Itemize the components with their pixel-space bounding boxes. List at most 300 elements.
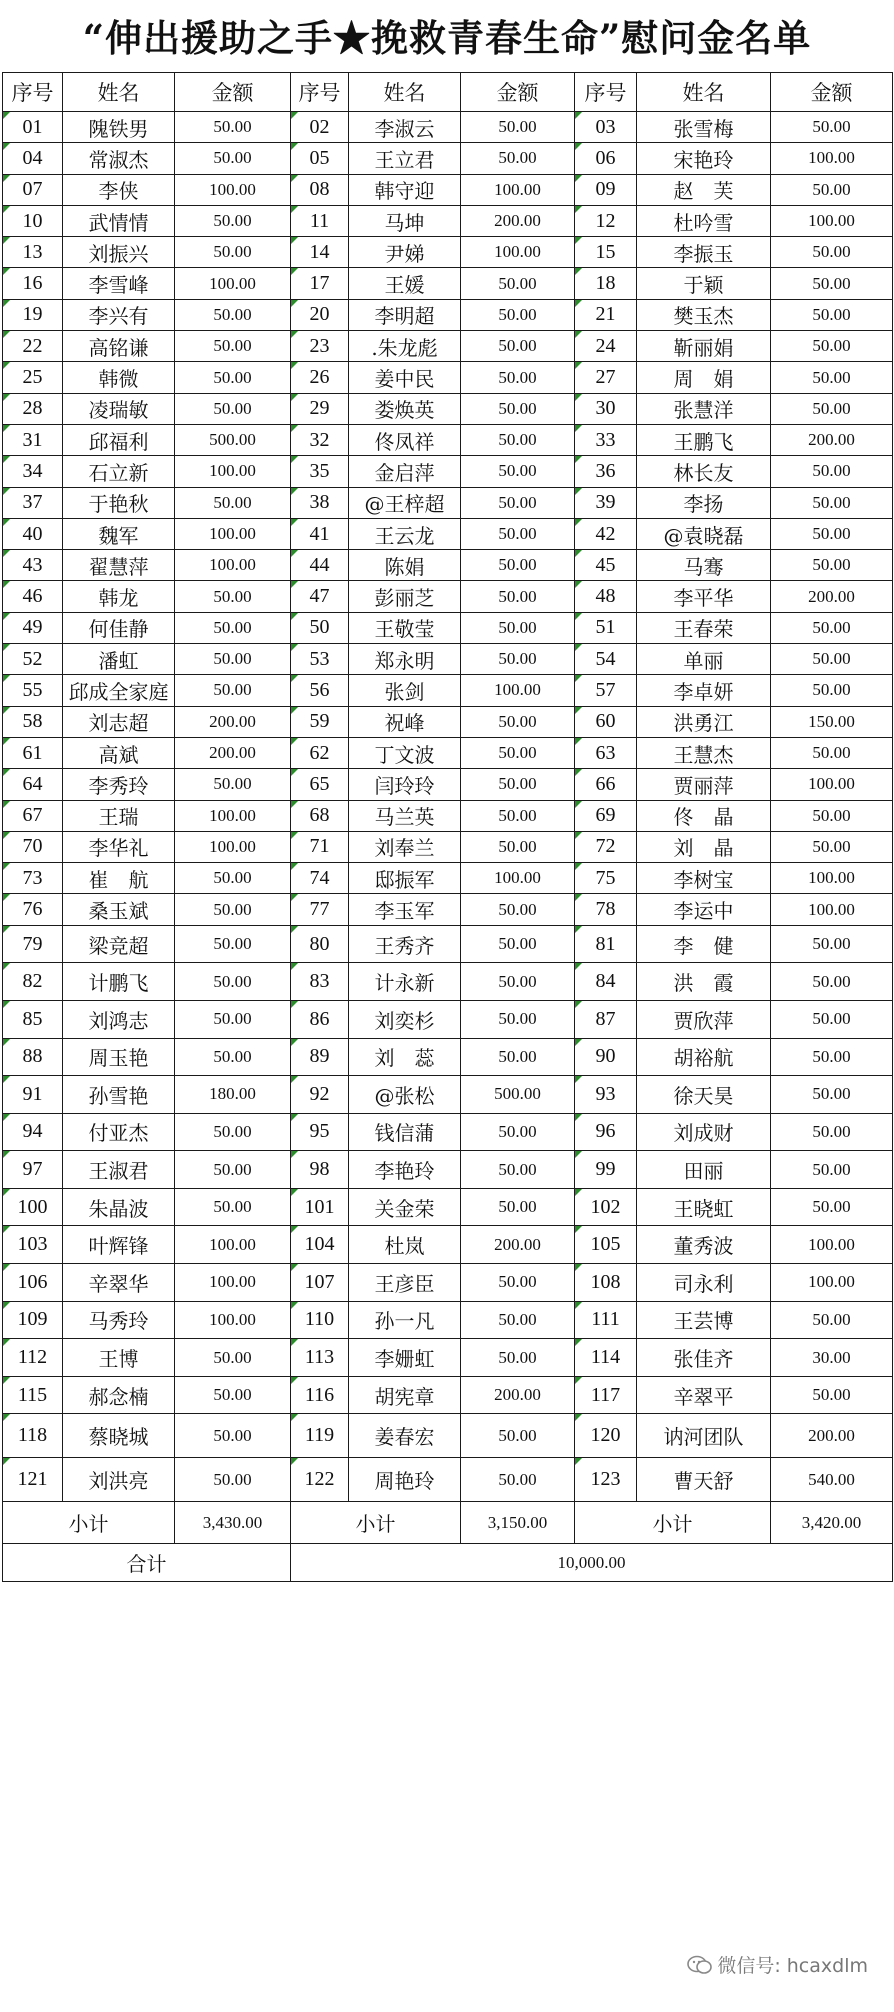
donation-amount: 50.00: [175, 963, 291, 1001]
row-index: 123: [575, 1458, 637, 1502]
donation-amount: 200.00: [461, 1376, 575, 1414]
row-index: 07: [3, 174, 63, 205]
subtotal-value: 3,420.00: [771, 1502, 893, 1544]
row-index: 47: [291, 581, 349, 612]
row-index: 80: [291, 925, 349, 963]
donor-name: 王淑君: [63, 1151, 175, 1189]
donor-name: 孙雪艳: [63, 1076, 175, 1114]
row-index: 34: [3, 456, 63, 487]
donor-name: 尹娣: [349, 237, 461, 268]
donor-name: @王梓超: [349, 487, 461, 518]
header-index: 序号: [3, 73, 63, 112]
donor-name: .朱龙彪: [349, 331, 461, 362]
donor-name: 常淑杰: [63, 143, 175, 174]
donor-name: 杜岚: [349, 1226, 461, 1264]
table-row: [3, 1076, 893, 1114]
donor-name: 高铭谦: [63, 331, 175, 362]
donation-amount: 50.00: [461, 550, 575, 581]
donation-amount: 50.00: [771, 612, 893, 643]
row-index: 67: [3, 800, 63, 831]
donation-amount: 50.00: [461, 1458, 575, 1502]
donor-name: 邱成全家庭: [63, 675, 175, 706]
row-index: 35: [291, 456, 349, 487]
donor-name: 张佳齐: [637, 1339, 771, 1377]
donor-name: 洪 霞: [637, 963, 771, 1001]
table-row: [3, 1339, 893, 1377]
donor-name: 王敬莹: [349, 612, 461, 643]
donor-name: 郑永明: [349, 644, 461, 675]
donor-name: 高斌: [63, 737, 175, 768]
donation-amount: 50.00: [771, 237, 893, 268]
table-row: [3, 963, 893, 1001]
header-amount: 金额: [771, 73, 893, 112]
header-name: 姓名: [63, 73, 175, 112]
donation-amount: 50.00: [771, 299, 893, 330]
donation-amount: 50.00: [771, 925, 893, 963]
donor-name: 娄焕英: [349, 393, 461, 424]
donor-name: 周艳玲: [349, 1458, 461, 1502]
donation-amount: 100.00: [175, 1301, 291, 1339]
row-index: 110: [291, 1301, 349, 1339]
donation-amount: 50.00: [175, 863, 291, 894]
row-index: 68: [291, 800, 349, 831]
donation-amount: 50.00: [175, 112, 291, 143]
donor-name: 李扬: [637, 487, 771, 518]
donation-amount: 50.00: [461, 268, 575, 299]
donor-name: 刘鸿志: [63, 1000, 175, 1038]
row-index: 89: [291, 1038, 349, 1076]
donation-amount: 50.00: [175, 1188, 291, 1226]
row-index: 105: [575, 1226, 637, 1264]
donor-name: 刘 晶: [637, 831, 771, 862]
row-index: 12: [575, 205, 637, 236]
page-title: “伸出援助之手★挽救青春生命”慰问金名单: [82, 16, 812, 60]
donor-name: 张剑: [349, 675, 461, 706]
row-index: 115: [3, 1376, 63, 1414]
donor-name: 马秀玲: [63, 1301, 175, 1339]
row-index: 91: [3, 1076, 63, 1114]
row-index: 03: [575, 112, 637, 143]
row-index: 99: [575, 1151, 637, 1189]
row-index: 66: [575, 769, 637, 800]
donation-amount: 50.00: [771, 393, 893, 424]
donation-amount: 50.00: [175, 644, 291, 675]
donor-name: 朱晶波: [63, 1188, 175, 1226]
donor-name: 邸振军: [349, 863, 461, 894]
row-index: 95: [291, 1113, 349, 1151]
table-row: [3, 518, 893, 549]
row-index: 37: [3, 487, 63, 518]
row-index: 29: [291, 393, 349, 424]
donation-amount: 50.00: [175, 894, 291, 925]
donor-name: 王芸博: [637, 1301, 771, 1339]
donor-name: 李兴有: [63, 299, 175, 330]
row-index: 90: [575, 1038, 637, 1076]
donation-amount: 50.00: [175, 612, 291, 643]
donor-name: 李艳玲: [349, 1151, 461, 1189]
donor-name: 刘 蕊: [349, 1038, 461, 1076]
donor-name: @袁晓磊: [637, 518, 771, 549]
donor-name: 董秀波: [637, 1226, 771, 1264]
donation-amount: 100.00: [771, 769, 893, 800]
row-index: 59: [291, 706, 349, 737]
donation-amount: 50.00: [175, 581, 291, 612]
donation-amount: 50.00: [461, 331, 575, 362]
donation-amount: 50.00: [175, 1151, 291, 1189]
donor-name: 讷河团队: [637, 1414, 771, 1458]
row-index: 71: [291, 831, 349, 862]
donor-name: 韩守迎: [349, 174, 461, 205]
donor-name: 武情情: [63, 205, 175, 236]
row-index: 27: [575, 362, 637, 393]
row-index: 69: [575, 800, 637, 831]
row-index: 31: [3, 424, 63, 455]
table-row: [3, 644, 893, 675]
row-index: 57: [575, 675, 637, 706]
row-index: 100: [3, 1188, 63, 1226]
donor-name: 翟慧萍: [63, 550, 175, 581]
row-index: 14: [291, 237, 349, 268]
donor-name: 王鹏飞: [637, 424, 771, 455]
donation-amount: 100.00: [175, 268, 291, 299]
row-index: 15: [575, 237, 637, 268]
row-index: 53: [291, 644, 349, 675]
row-index: 75: [575, 863, 637, 894]
donor-name: 闫玲玲: [349, 769, 461, 800]
donation-amount: 50.00: [461, 487, 575, 518]
donor-name: 周玉艳: [63, 1038, 175, 1076]
donation-amount: 50.00: [771, 963, 893, 1001]
donor-name: 辛翠平: [637, 1376, 771, 1414]
donation-amount: 50.00: [175, 143, 291, 174]
donation-amount: 100.00: [461, 675, 575, 706]
donation-amount: 50.00: [771, 1038, 893, 1076]
row-index: 49: [3, 612, 63, 643]
donation-amount: 50.00: [175, 1038, 291, 1076]
table-row: [3, 1113, 893, 1151]
donor-name: 李振玉: [637, 237, 771, 268]
row-index: 62: [291, 737, 349, 768]
donation-amount: 50.00: [461, 518, 575, 549]
donor-name: 赵 芙: [637, 174, 771, 205]
donation-amount: 50.00: [461, 456, 575, 487]
row-index: 81: [575, 925, 637, 963]
donation-amount: 50.00: [771, 1000, 893, 1038]
table-row: [3, 675, 893, 706]
donation-amount: 50.00: [461, 143, 575, 174]
row-index: 106: [3, 1264, 63, 1302]
wechat-watermark: [683, 1951, 872, 1978]
table-row: [3, 737, 893, 768]
donor-name: 辛翠华: [63, 1264, 175, 1302]
donation-amount: 50.00: [175, 205, 291, 236]
donation-amount: 50.00: [771, 1188, 893, 1226]
row-index: 120: [575, 1414, 637, 1458]
donation-amount: 50.00: [771, 268, 893, 299]
row-index: 121: [3, 1458, 63, 1502]
row-index: 58: [3, 706, 63, 737]
donation-amount: 50.00: [461, 1151, 575, 1189]
donation-amount: 50.00: [461, 800, 575, 831]
row-index: 107: [291, 1264, 349, 1302]
row-index: 44: [291, 550, 349, 581]
donor-name: 石立新: [63, 456, 175, 487]
donor-name: 周 娟: [637, 362, 771, 393]
donation-amount: 50.00: [175, 1414, 291, 1458]
row-index: 54: [575, 644, 637, 675]
row-index: 24: [575, 331, 637, 362]
table-row: [3, 362, 893, 393]
donor-name: 洪勇江: [637, 706, 771, 737]
table-row: [3, 831, 893, 862]
donor-name: 李雪峰: [63, 268, 175, 299]
donation-amount: 50.00: [461, 1188, 575, 1226]
donation-amount: 50.00: [461, 1038, 575, 1076]
donation-amount: 50.00: [175, 331, 291, 362]
row-index: 87: [575, 1000, 637, 1038]
row-index: 19: [3, 299, 63, 330]
donor-name: 徐天昊: [637, 1076, 771, 1114]
donation-amount: 150.00: [771, 706, 893, 737]
donation-amount: 50.00: [771, 737, 893, 768]
donor-name: 靳丽娟: [637, 331, 771, 362]
donation-amount: 50.00: [771, 112, 893, 143]
table-row: [3, 237, 893, 268]
donor-name: 姜春宏: [349, 1414, 461, 1458]
row-index: 73: [3, 863, 63, 894]
subtotal-row: [3, 1502, 893, 1544]
row-index: 06: [575, 143, 637, 174]
row-index: 04: [3, 143, 63, 174]
row-index: 122: [291, 1458, 349, 1502]
donor-name: 王媛: [349, 268, 461, 299]
row-index: 114: [575, 1339, 637, 1377]
donor-name: 王博: [63, 1339, 175, 1377]
donor-name: 贾丽萍: [637, 769, 771, 800]
table-row: [3, 581, 893, 612]
row-index: 108: [575, 1264, 637, 1302]
donation-amount: 50.00: [461, 581, 575, 612]
donor-name: 钱信蒲: [349, 1113, 461, 1151]
donation-amount: 50.00: [771, 1301, 893, 1339]
row-index: 64: [3, 769, 63, 800]
donation-amount: 100.00: [771, 894, 893, 925]
row-index: 84: [575, 963, 637, 1001]
subtotal-label: 小计: [291, 1502, 461, 1544]
table-row: [3, 331, 893, 362]
donation-amount: 50.00: [175, 362, 291, 393]
donor-name: 李侠: [63, 174, 175, 205]
table-body: [3, 112, 893, 1502]
donation-amount: 50.00: [771, 1151, 893, 1189]
donation-amount: 50.00: [461, 1000, 575, 1038]
donor-name: 郝念楠: [63, 1376, 175, 1414]
donor-name: 彭丽芝: [349, 581, 461, 612]
donor-name: 陈娟: [349, 550, 461, 581]
donation-amount: 50.00: [771, 1376, 893, 1414]
donation-amount: 100.00: [175, 1264, 291, 1302]
row-index: 11: [291, 205, 349, 236]
table-row: [3, 863, 893, 894]
table-row: [3, 456, 893, 487]
row-index: 77: [291, 894, 349, 925]
row-index: 40: [3, 518, 63, 549]
donor-name: 于颖: [637, 268, 771, 299]
donation-amount: 100.00: [175, 1226, 291, 1264]
donation-amount: 50.00: [461, 424, 575, 455]
watermark-text: 微信号: hcaxdlm: [717, 1955, 868, 1977]
donation-amount: 50.00: [175, 299, 291, 330]
donor-name: 林长友: [637, 456, 771, 487]
donor-name: 姜中民: [349, 362, 461, 393]
donor-name: 王春荣: [637, 612, 771, 643]
row-index: 26: [291, 362, 349, 393]
row-index: 50: [291, 612, 349, 643]
donation-amount: 50.00: [461, 894, 575, 925]
donation-amount: 100.00: [175, 800, 291, 831]
total-value: 10,000.00: [291, 1544, 893, 1582]
table-row: [3, 1376, 893, 1414]
donor-name: 邱福利: [63, 424, 175, 455]
donation-amount: 100.00: [175, 174, 291, 205]
row-index: 38: [291, 487, 349, 518]
header-index: 序号: [291, 73, 349, 112]
donor-name: 刘洪亮: [63, 1458, 175, 1502]
row-index: 21: [575, 299, 637, 330]
donor-name: 马兰英: [349, 800, 461, 831]
row-index: 74: [291, 863, 349, 894]
table-row: [3, 1264, 893, 1302]
donor-name: 宋艳玲: [637, 143, 771, 174]
donation-amount: 200.00: [771, 1414, 893, 1458]
row-index: 61: [3, 737, 63, 768]
donation-amount: 50.00: [461, 737, 575, 768]
table-row: [3, 706, 893, 737]
donation-amount: 100.00: [461, 863, 575, 894]
donor-name: 刘振兴: [63, 237, 175, 268]
donor-name: 于艳秋: [63, 487, 175, 518]
row-index: 103: [3, 1226, 63, 1264]
table-row: [3, 487, 893, 518]
header-row: [3, 73, 893, 112]
donation-amount: 50.00: [771, 487, 893, 518]
donation-amount: 50.00: [771, 831, 893, 862]
row-index: 101: [291, 1188, 349, 1226]
donor-name: 魏军: [63, 518, 175, 549]
donation-amount: 200.00: [771, 424, 893, 455]
table-row: [3, 1188, 893, 1226]
row-index: 25: [3, 362, 63, 393]
donor-name: 李 健: [637, 925, 771, 963]
donor-name: 胡宪章: [349, 1376, 461, 1414]
table-row: [3, 550, 893, 581]
donation-amount: 50.00: [461, 963, 575, 1001]
donor-name: 贾欣萍: [637, 1000, 771, 1038]
donation-amount: 50.00: [175, 1339, 291, 1377]
row-index: 46: [3, 581, 63, 612]
donation-amount: 100.00: [461, 237, 575, 268]
row-index: 70: [3, 831, 63, 862]
donor-name: 李明超: [349, 299, 461, 330]
donor-name: 刘成财: [637, 1113, 771, 1151]
donation-amount: 180.00: [175, 1076, 291, 1114]
table-row: [3, 393, 893, 424]
donor-name: 计鹏飞: [63, 963, 175, 1001]
header-name: 姓名: [349, 73, 461, 112]
donation-amount: 100.00: [175, 831, 291, 862]
header-index: 序号: [575, 73, 637, 112]
row-index: 51: [575, 612, 637, 643]
donor-name: 孙一凡: [349, 1301, 461, 1339]
donor-name: 叶辉锋: [63, 1226, 175, 1264]
donation-amount: 100.00: [175, 456, 291, 487]
row-index: 10: [3, 205, 63, 236]
donor-name: 丁文波: [349, 737, 461, 768]
donation-amount: 50.00: [461, 1414, 575, 1458]
donation-amount: 200.00: [771, 581, 893, 612]
donation-amount: 50.00: [461, 112, 575, 143]
donor-name: 李姗虹: [349, 1339, 461, 1377]
row-index: 52: [3, 644, 63, 675]
donation-amount: 50.00: [175, 487, 291, 518]
donation-amount: 50.00: [771, 456, 893, 487]
donor-name: 计永新: [349, 963, 461, 1001]
donor-name: 祝峰: [349, 706, 461, 737]
donation-amount: 100.00: [771, 863, 893, 894]
donation-amount: 200.00: [461, 205, 575, 236]
donor-name: 刘志超: [63, 706, 175, 737]
donor-name: 张慧洋: [637, 393, 771, 424]
donor-name: 胡裕航: [637, 1038, 771, 1076]
donor-name: 李华礼: [63, 831, 175, 862]
row-index: 85: [3, 1000, 63, 1038]
donor-name: 何佳静: [63, 612, 175, 643]
row-index: 116: [291, 1376, 349, 1414]
donor-name: 曹天舒: [637, 1458, 771, 1502]
row-index: 109: [3, 1301, 63, 1339]
donation-amount: 50.00: [461, 1301, 575, 1339]
donation-amount: 50.00: [175, 769, 291, 800]
donation-amount: 50.00: [461, 831, 575, 862]
donor-name: 王立君: [349, 143, 461, 174]
subtotal-value: 3,150.00: [461, 1502, 575, 1544]
donor-name: 付亚杰: [63, 1113, 175, 1151]
donation-amount: 50.00: [175, 1458, 291, 1502]
table-row: [3, 1301, 893, 1339]
donor-name: 潘虹: [63, 644, 175, 675]
donor-name: 李玉军: [349, 894, 461, 925]
donation-amount: 50.00: [461, 1339, 575, 1377]
row-index: 02: [291, 112, 349, 143]
row-index: 76: [3, 894, 63, 925]
donation-amount: 50.00: [771, 362, 893, 393]
donor-name: 李树宝: [637, 863, 771, 894]
row-index: 60: [575, 706, 637, 737]
donation-amount: 100.00: [771, 1264, 893, 1302]
row-index: 36: [575, 456, 637, 487]
donor-name: 王晓虹: [637, 1188, 771, 1226]
donation-amount: 100.00: [771, 143, 893, 174]
donor-name: 田丽: [637, 1151, 771, 1189]
donation-amount: 100.00: [771, 1226, 893, 1264]
donation-amount: 50.00: [771, 675, 893, 706]
donor-name: 佟 晶: [637, 800, 771, 831]
donor-name: 马坤: [349, 205, 461, 236]
donation-amount: 50.00: [175, 675, 291, 706]
donor-name: 李卓妍: [637, 675, 771, 706]
table-row: [3, 769, 893, 800]
row-index: 63: [575, 737, 637, 768]
